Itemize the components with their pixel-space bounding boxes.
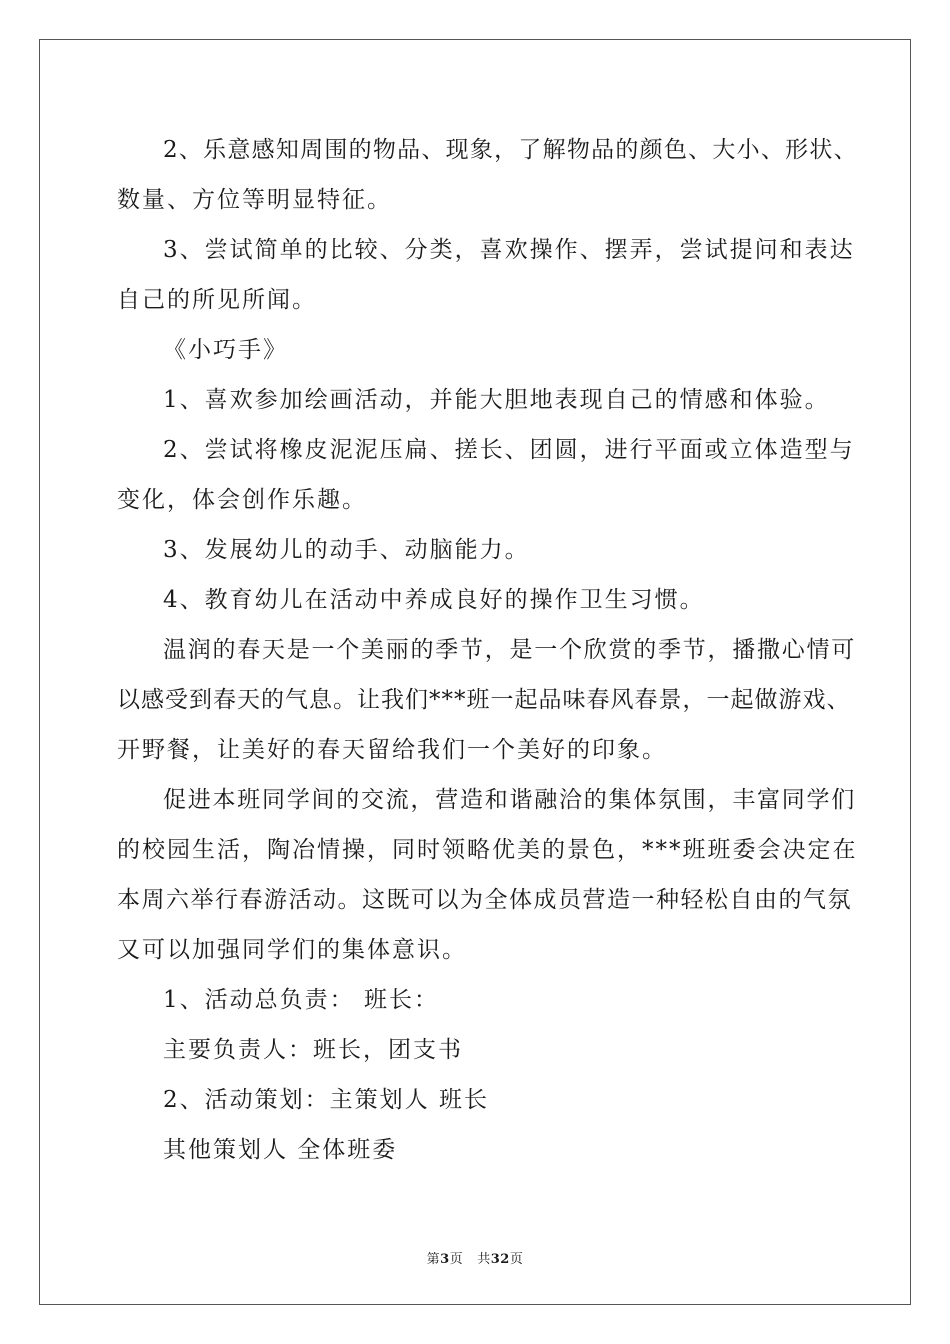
text-line: 的校园生活，陶冶情操，同时领略优美的景色，***班班委会决定在 bbox=[117, 837, 858, 863]
page-number: 3 bbox=[440, 1252, 450, 1267]
text-line: 《小巧手》 bbox=[163, 337, 288, 363]
document-body bbox=[117, 125, 857, 1175]
text-line: 自己的所见所闻。 bbox=[117, 287, 317, 313]
text-line: 1、喜欢参加绘画活动，并能大胆地表现自己的情感和体验。 bbox=[163, 387, 830, 413]
text-line: 开野餐，让美好的春天留给我们一个美好的印象。 bbox=[117, 737, 667, 763]
text-line: 温润的春天是一个美丽的季节，是一个欣赏的季节，播撒心情可 bbox=[163, 637, 856, 663]
text-line: 主要负责人：班长，团支书 bbox=[163, 1037, 463, 1063]
text-line: 数量、方位等明显特征。 bbox=[117, 187, 392, 213]
text-line: 以感受到春天的气息。让我们***班一起品味春风春景，一起做游戏、 bbox=[117, 687, 851, 713]
page-suffix: 页 bbox=[449, 1252, 464, 1267]
text-line: 本周六举行春游活动。这既可以为全体成员营造一种轻松自由的气氛 bbox=[117, 887, 852, 913]
page-footer bbox=[0, 1248, 950, 1267]
total-prefix: 共 bbox=[477, 1252, 491, 1267]
page-prefix: 第 bbox=[426, 1252, 441, 1267]
text-line: 促进本班同学间的交流，营造和谐融洽的集体氛围，丰富同学们 bbox=[163, 787, 856, 813]
text-line: 又可以加强同学们的集体意识。 bbox=[117, 937, 467, 963]
total-pages: 32 bbox=[490, 1252, 510, 1267]
text-line: 2、乐意感知周围的物品、现象，了解物品的颜色、大小、形状、 bbox=[163, 137, 858, 163]
text-line: 3、尝试简单的比较、分类，喜欢操作、摆弄，尝试提问和表达 bbox=[163, 237, 855, 263]
text-line: 变化，体会创作乐趣。 bbox=[117, 487, 367, 513]
text-line: 其他策划人 全体班委 bbox=[163, 1137, 398, 1163]
text-line: 1、活动总负责： 班长： bbox=[163, 987, 439, 1013]
total-suffix: 页 bbox=[509, 1252, 524, 1267]
text-line: 3、发展幼儿的动手、动脑能力。 bbox=[163, 537, 530, 563]
text-line: 4、教育幼儿在活动中养成良好的操作卫生习惯。 bbox=[163, 587, 705, 613]
text-line: 2、活动策划：主策划人 班长 bbox=[163, 1087, 489, 1113]
text-line: 2、尝试将橡皮泥泥压扁、搓长、团圆，进行平面或立体造型与 bbox=[163, 437, 855, 463]
